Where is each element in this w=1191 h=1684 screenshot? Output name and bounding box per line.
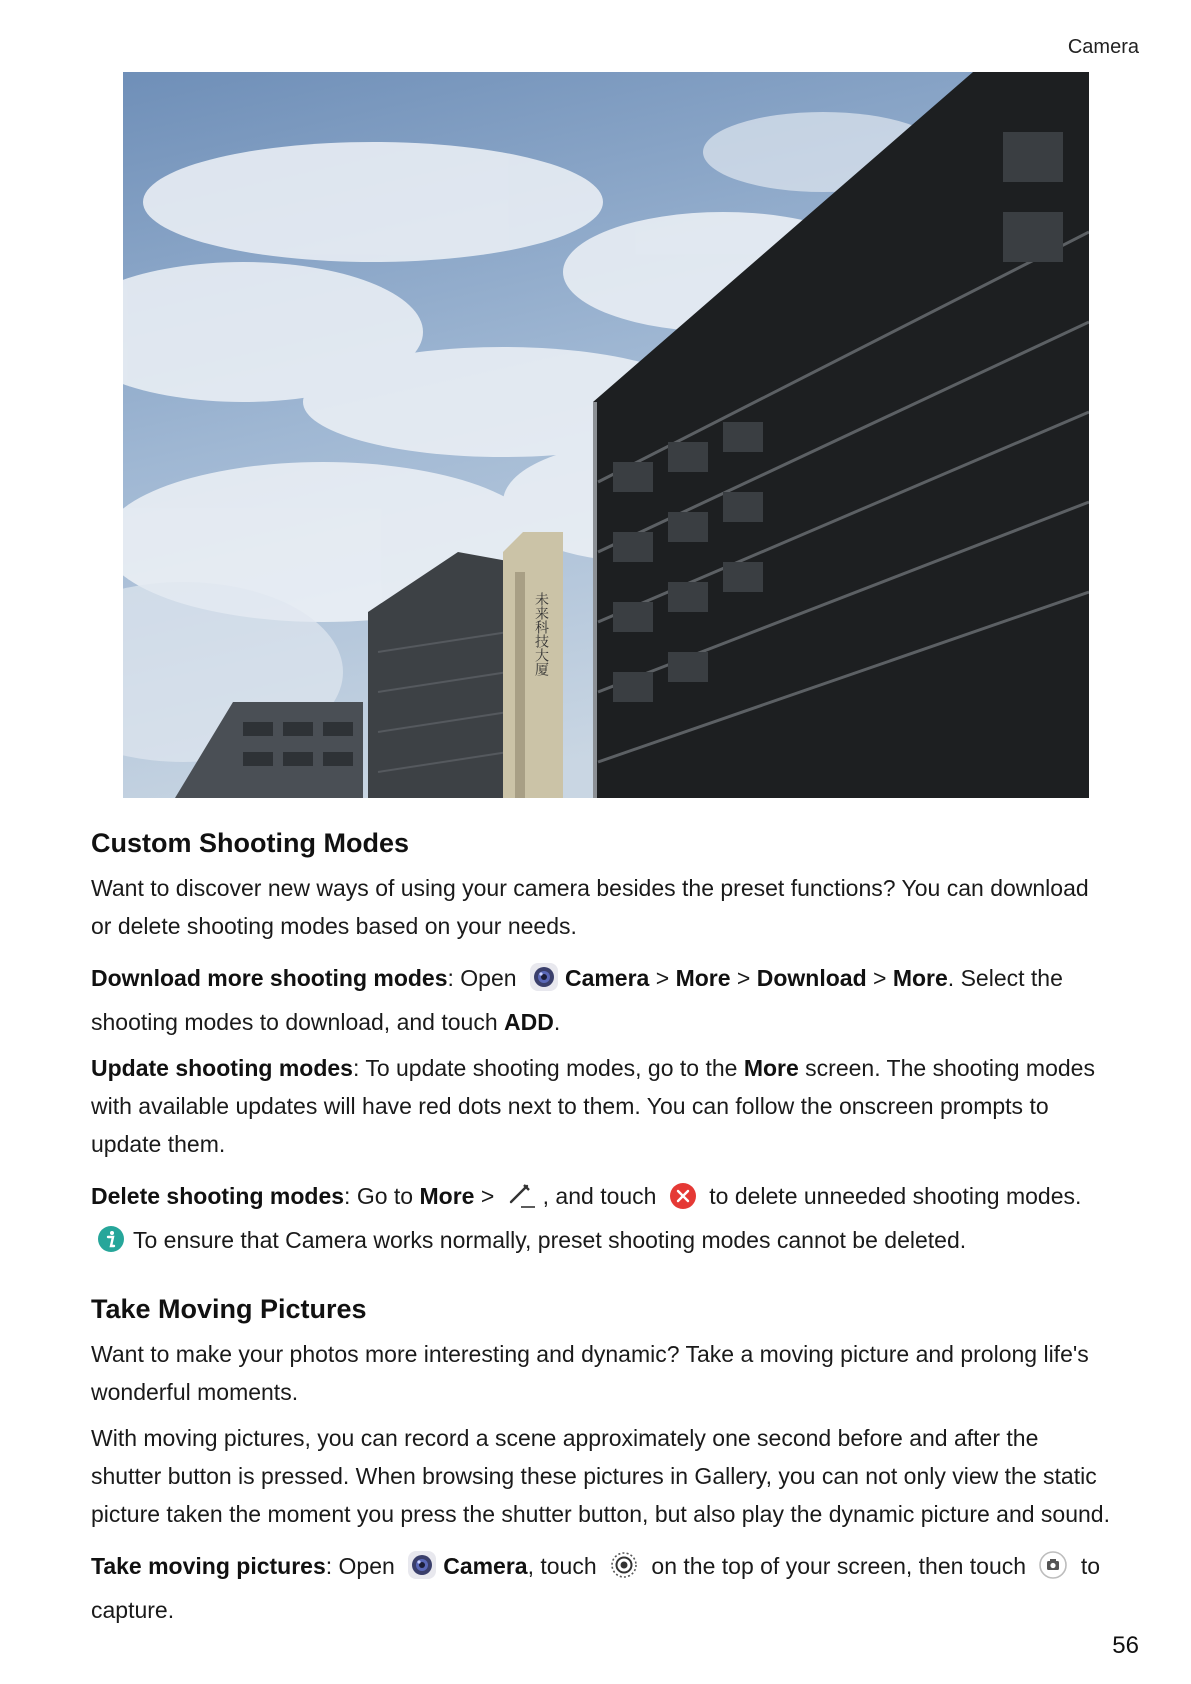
text-span: > [866,965,893,992]
svg-text:未来科技大厦: 未来科技大厦 [533,592,549,676]
camera-label-2: Camera [443,1553,528,1580]
pencil-edit-icon [507,1182,537,1221]
camera-app-icon [529,962,559,1003]
download-instruction [91,959,1111,1041]
more-label-2: More [892,965,948,992]
more-label: More [675,965,731,992]
text-span: : Open [325,1553,402,1580]
text-span: screen. The shooting modes with available updates will have red dots next to them. You can follow the onscreen prompts to update them. [91,1055,1095,1158]
running-header: Camera [1067,36,1139,58]
take-moving-instruction [91,1547,1111,1629]
text-span: : Open [447,965,523,992]
note [91,1221,1111,1264]
text-span: , and touch [542,1183,663,1210]
update-label: Update shooting modes [91,1055,353,1082]
section-title-take-moving-pictures: Take Moving Pictures [91,1294,367,1325]
text-span: to delete unneeded shooting modes. [702,1183,1082,1210]
red-close-icon [669,1182,697,1221]
custom-intro: Want to discover new ways of using your camera besides the preset functions? You can download or delete shooting modes based on your needs. [91,875,1089,940]
moving-description: With moving pictures, you can record a scene approximately one second before and after the shutter button is pressed. When browsing these pictures in Gallery, you can not only view the static picture taken the moment you press the shutter button, but also play the dynamic picture and sound. [91,1425,1110,1528]
text-span: > [649,965,676,992]
camera-label: Camera [564,965,650,992]
text-span: , touch [527,1553,604,1580]
add-label: ADD [504,1009,554,1036]
camera-shutter-icon [1038,1550,1068,1591]
text-span: > [474,1183,501,1210]
text-span: : To update shooting modes, go to the [352,1055,744,1082]
page-number: 56 [1112,1632,1139,1659]
more-label-3: More [743,1055,799,1082]
camera-app-icon [407,1550,437,1591]
text-span: to capture. [91,1553,1101,1624]
download-menu-label: Download [756,965,867,992]
text-span: on the top of your screen, then touch [645,1553,1033,1580]
delete-instruction [91,1177,1111,1221]
download-label: Download more shooting modes [91,965,448,992]
note-text: To ensure that Camera works normally, preset shooting modes cannot be deleted. [133,1227,967,1254]
text-span: . [553,1009,561,1036]
info-icon [97,1225,125,1264]
moving-intro: Want to make your photos more interesting and dynamic? Take a moving picture and prolong life's wonderful moments. [91,1341,1089,1406]
update-instruction [91,1049,1111,1163]
delete-label: Delete shooting modes [91,1183,345,1210]
moving-picture-icon [609,1550,639,1591]
text-span: : Go to [344,1183,420,1210]
photo-buildings-sky [123,72,1089,798]
more-label-4: More [419,1183,475,1210]
section-title-custom-shooting-modes: Custom Shooting Modes [91,828,409,858]
text-span: . Select the shooting modes to download, and touch [91,965,1063,1036]
text-span: > [730,965,757,992]
page-content [91,826,1111,1629]
building-sign [533,591,549,676]
take-moving-label: Take moving pictures [91,1553,326,1580]
